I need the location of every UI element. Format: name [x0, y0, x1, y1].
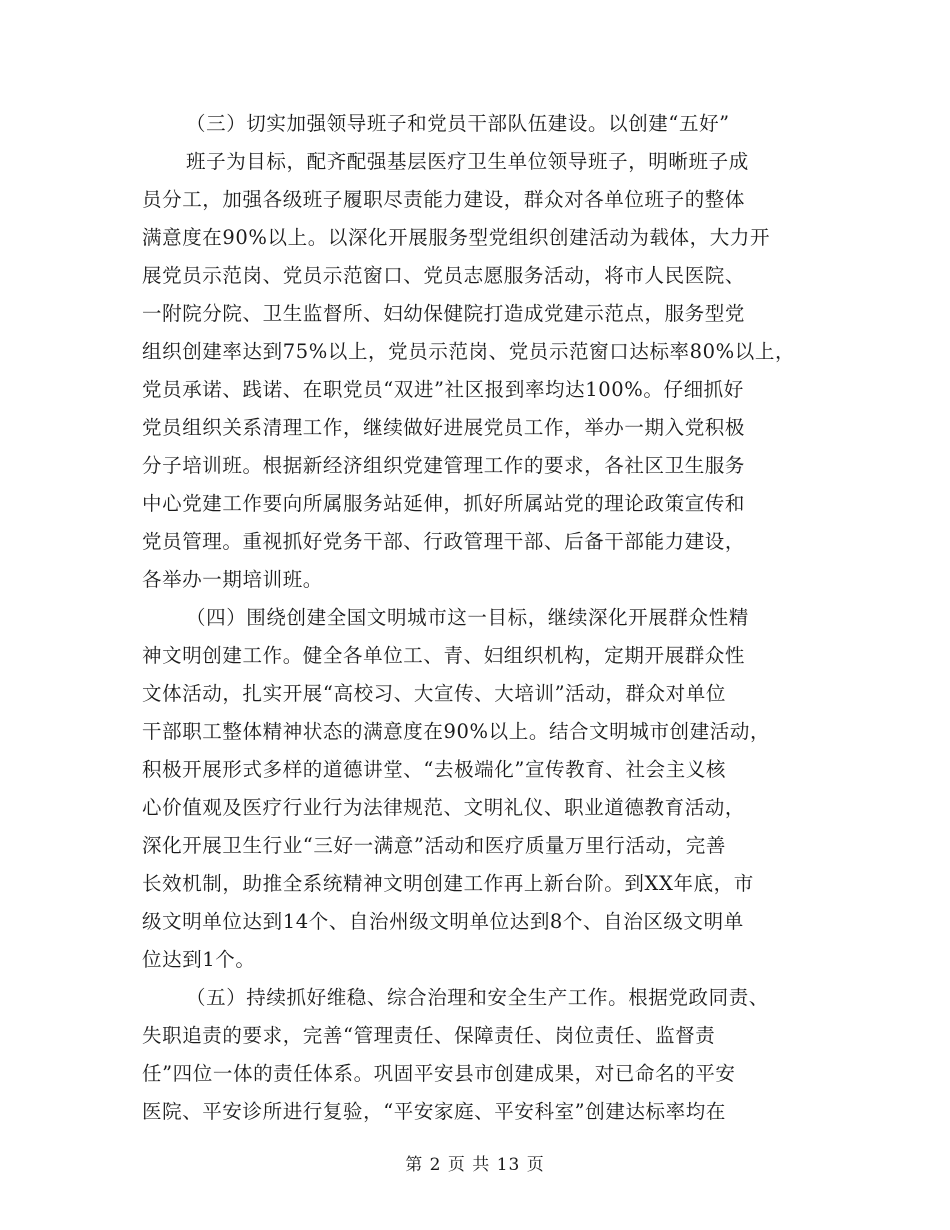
text-line: 心价值观及医疗行业行为法律规范、文明礼仪、职业道德教育活动，: [142, 796, 746, 819]
text-line: 位达到1个。: [142, 948, 256, 971]
text-line: 级文明单位达到14个、自治州级文明单位达到8个、自治区级文明单: [142, 910, 744, 933]
text-line: 班子为目标，配齐配强基层医疗卫生单位领导班子，明晰班子成: [186, 150, 749, 173]
text-line: 满意度在90%以上。以深化开展服务型党组织创建活动为载体，大力开: [142, 226, 771, 249]
text-line: 神文明创建工作。健全各单位工、青、妇组织机构，定期开展群众性: [142, 644, 746, 667]
text-line: 失职追责的要求，完善“管理责任、保障责任、岗位责任、监督责: [142, 1024, 716, 1047]
text-line: （四）围绕创建全国文明城市这一目标，继续深化开展群众性精: [186, 606, 749, 629]
text-line: （三）切实加强领导班子和党员干部队伍建设。以创建“五好”: [186, 112, 730, 135]
text-line: 组织创建率达到75%以上，党员示范岗、党员示范窗口达标率80%以上，: [142, 340, 796, 363]
text-line: 展党员示范岗、党员示范窗口、党员志愿服务活动，将市人民医院、: [142, 264, 746, 287]
text-line: 任”四位一体的责任体系。巩固平安县市创建成果，对已命名的平安: [142, 1062, 736, 1085]
text-line: 党员管理。重视抓好党务干部、行政管理干部、后备干部能力建设，: [142, 530, 746, 553]
text-line: （五）持续抓好维稳、综合治理和安全生产工作。根据党政同责、: [186, 986, 769, 1009]
text-line: 员分工，加强各级班子履职尽责能力建设，群众对各单位班子的整体: [142, 188, 746, 211]
text-line: 一附院分院、卫生监督所、妇幼保健院打造成党建示范点，服务型党: [142, 302, 746, 325]
text-line: 积极开展形式多样的道德讲堂、“去极端化”宣传教育、社会主义核: [142, 758, 726, 781]
text-line: 党员组织关系清理工作，继续做好进展党员工作，举办一期入党积极: [142, 416, 746, 439]
text-line: 文体活动，扎实开展“高校习、大宣传、大培训”活动，群众对单位: [142, 682, 726, 705]
text-line: 深化开展卫生行业“三好一满意”活动和医疗质量万里行活动，完善: [142, 834, 726, 857]
page-number-footer: 第 2 页 共 13 页: [405, 1155, 545, 1175]
text-line: 干部职工整体精神状态的满意度在90%以上。结合文明城市创建活动，: [142, 720, 771, 743]
text-line: 医院、平安诊所进行复验，“平安家庭、平安科室”创建达标率均在: [142, 1100, 726, 1123]
text-line: 分子培训班。根据新经济组织党建管理工作的要求，各社区卫生服务: [142, 454, 746, 477]
text-line: 各举办一期培训班。: [142, 568, 323, 591]
text-line: 党员承诺、践诺、在职党员“双进”社区报到率均达100%。仔细抓好: [142, 378, 744, 401]
text-line: 中心党建工作要向所属服务站延伸，抓好所属站党的理论政策宣传和: [142, 492, 746, 515]
text-line: 长效机制，助推全系统精神文明创建工作再上新台阶。到XX年底，市: [142, 872, 754, 895]
